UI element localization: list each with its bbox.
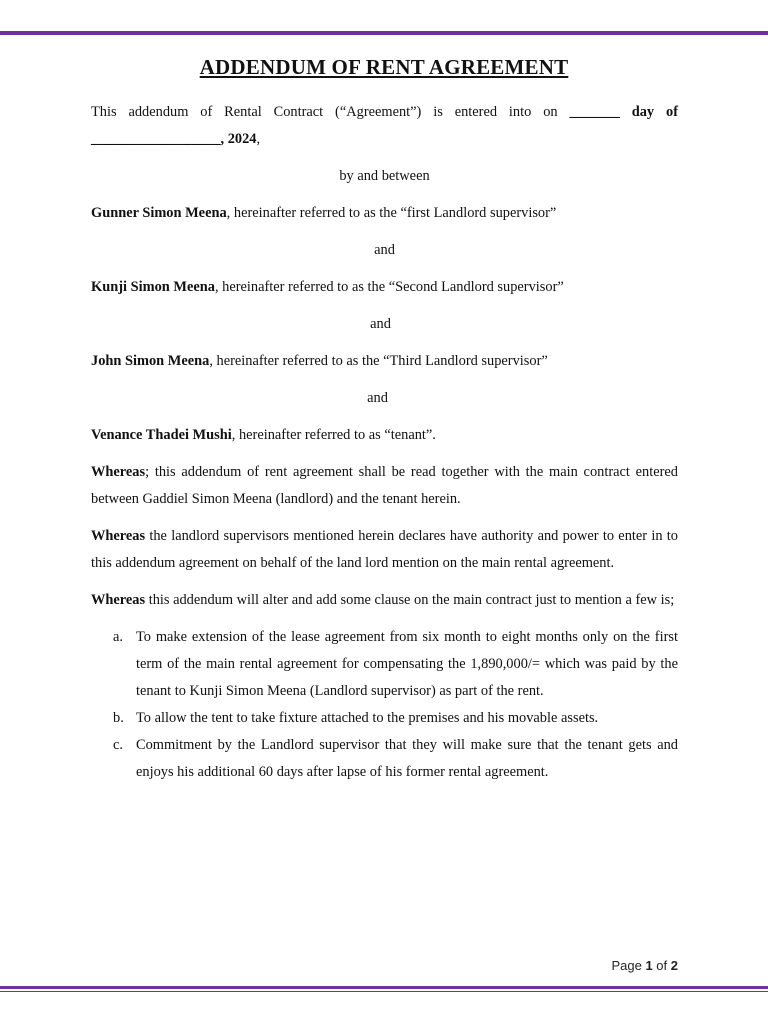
day-blank: _______ (569, 104, 620, 120)
clause-text: To make extension of the lease agreement from six month to eight months only on the first term of the main rental agreement for compensating the 1,890,000/= which was paid by the tenant to Kunji Simon Meena (Landlord supervisor) as part of the rent. (136, 629, 678, 699)
month-blank: __________________ (91, 131, 221, 147)
party-name: Kunji Simon Meena (91, 279, 215, 295)
party-second (91, 274, 678, 301)
bottom-border-rule-thin (0, 991, 768, 992)
list-marker: c. (113, 737, 123, 753)
party-role: , hereinafter referred to as “tenant”. (231, 427, 436, 443)
party-role: , hereinafter referred to as the “first Landlord supervisor” (226, 205, 557, 221)
list-marker: a. (113, 629, 123, 645)
top-border-rule (0, 31, 768, 35)
whereas-lead: Whereas (91, 464, 146, 480)
page-label: Page (611, 958, 646, 973)
whereas-lead: Whereas (91, 592, 146, 608)
day-of-label: day of (619, 104, 678, 120)
list-marker: b. (113, 710, 124, 726)
whereas-paragraph-3 (91, 587, 678, 614)
whereas-text: the landlord supervisors mentioned herein declares have authority and power to enter in to this addendum agreement on behalf of the land lord mention on the main rental agreement. (91, 528, 678, 571)
party-role: , hereinafter referred to as the “Second Landlord supervisor” (214, 279, 564, 295)
by-and-between: by and between (339, 168, 430, 184)
whereas-text: this addendum will alter and add some clause on the main contract just to mention a few is; (145, 592, 675, 608)
list-item (91, 624, 678, 705)
intro-paragraph-line1 (91, 99, 678, 126)
party-first (91, 200, 678, 227)
list-item (91, 705, 678, 732)
whereas-lead: Whereas (91, 528, 146, 544)
whereas-text: ; this addendum of rent agreement shall be read together with the main contract entered between Gaddiel Simon Meena (landlord) and the tenant herein. (91, 464, 678, 507)
intro-end-comma: , (256, 131, 261, 147)
current-page: 1 (645, 958, 653, 973)
document-title: ADDENDUM OF RENT AGREEMENT (199, 55, 569, 79)
whereas-paragraph-1 (91, 459, 678, 513)
page-number (611, 958, 678, 973)
and-separator: and (367, 390, 388, 406)
party-tenant (91, 422, 678, 449)
party-role: , hereinafter referred to as the “Third Landlord supervisor” (209, 353, 548, 369)
clause-list (91, 624, 678, 786)
and-separator: and (374, 242, 395, 258)
total-pages: 2 (670, 958, 678, 973)
whereas-paragraph-2 (91, 523, 678, 577)
party-name: John Simon Meena (91, 353, 210, 369)
of-label: of (652, 958, 671, 973)
party-name: Venance Thadei Mushi (91, 427, 232, 443)
year-label: , 2024 (220, 131, 257, 147)
and-separator: and (370, 316, 391, 332)
party-name: Gunner Simon Meena (91, 205, 227, 221)
bottom-border-rule (0, 986, 768, 989)
document-body (91, 99, 678, 786)
clause-text: To allow the tent to take fixture attached to the premises and his movable assets. (136, 710, 599, 726)
party-third (91, 348, 678, 375)
list-item (91, 732, 678, 786)
intro-text: This addendum of Rental Contract (“Agreement”) is entered into on (91, 104, 570, 120)
clause-text: Commitment by the Landlord supervisor that they will make sure that the tenant gets and enjoys his additional 60 days after lapse of his former rental agreement. (136, 737, 678, 780)
intro-paragraph-line2 (91, 126, 678, 153)
